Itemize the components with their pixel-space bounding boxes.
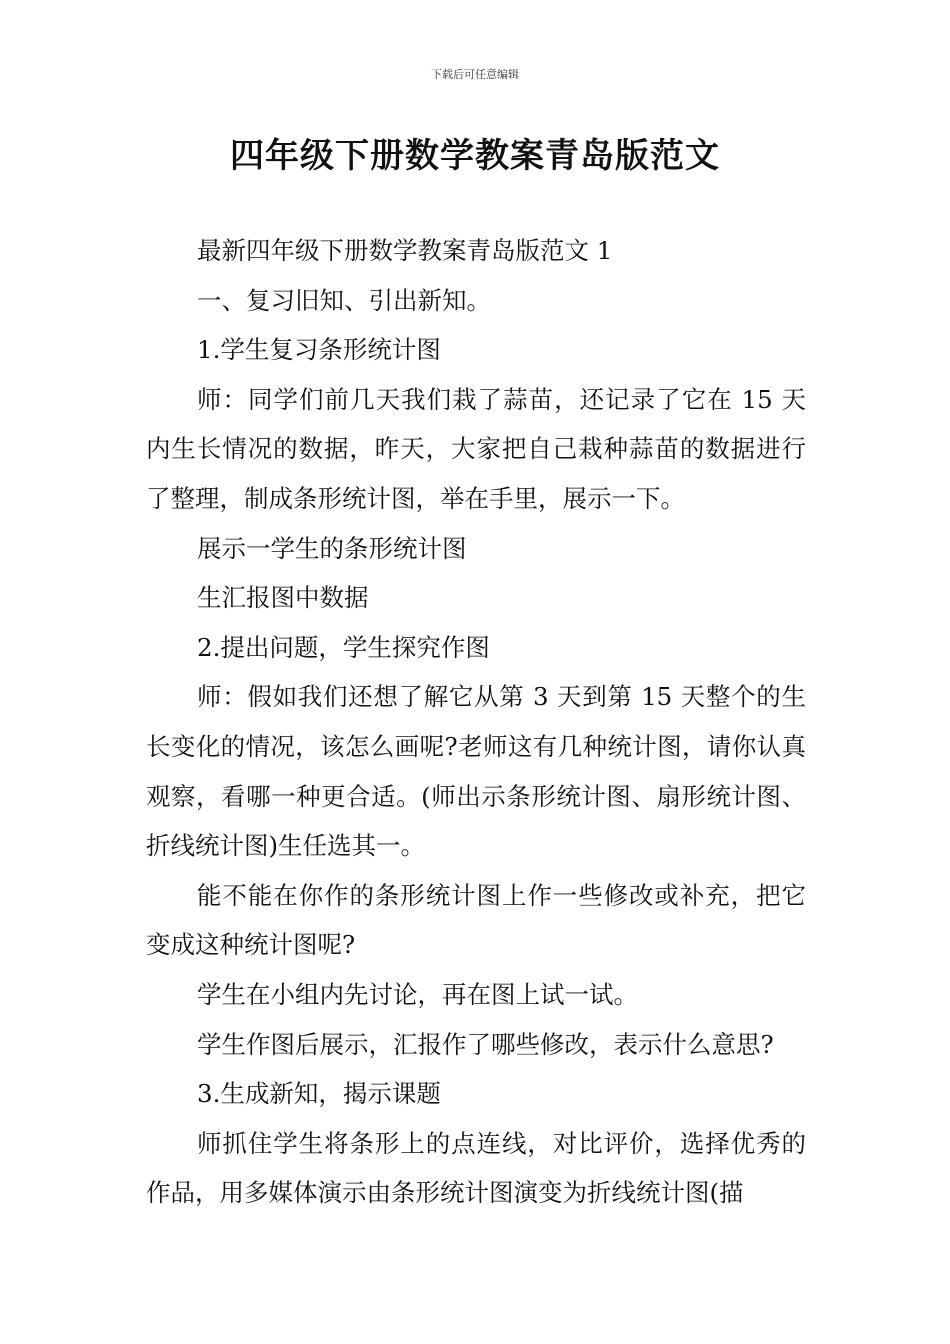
paragraph-question: 能不能在你作的条形统计图上作一些修改或补充，把它变成这种统计图呢? [146, 880, 806, 960]
paragraph-teacher-1: 师：同学们前几天我们栽了蒜苗，还记录了它在 15 天内生长情况的数据，昨天，大家把自己栽种蒜苗的数据进行了整理，制成条形统计图，举在手里，展示一下。 [146, 384, 806, 513]
paragraph-section-1: 一、复习旧知、引出新知。 [197, 285, 491, 315]
paragraph-student-report: 生汇报图中数据 [197, 583, 369, 613]
header-note: 下载后可任意编辑 [431, 68, 519, 81]
paragraph-teacher-3: 师抓住学生将条形上的点连线，对比评价，选择优秀的作品，用多媒体演示由条形统计图演变为折线统计图(描 [146, 1128, 806, 1208]
paragraph-group-discussion: 学生在小组内先讨论，再在图上试一试。 [197, 979, 638, 1009]
paragraph-student-show: 学生作图后展示，汇报作了哪些修改，表示什么意思? [197, 1029, 774, 1059]
paragraph-heading-1: 最新四年级下册数学教案青岛版范文 1 [197, 236, 613, 265]
paragraph-step-3: 3.生成新知，揭示课题 [197, 1079, 441, 1109]
paragraph-show-chart: 展示一学生的条形统计图 [197, 533, 467, 563]
paragraph-step-2: 2.提出问题，学生探究作图 [197, 632, 490, 662]
document-body [146, 226, 806, 1218]
paragraph-step-1: 1.学生复习条形统计图 [197, 335, 441, 365]
document-title: 四年级下册数学教案青岛版范文 [230, 136, 720, 176]
paragraph-teacher-2: 师：假如我们还想了解它从第 3 天到第 15 天整个的生长变化的情况，该怎么画呢?老师这有几种统计图，请你认真观察，看哪一种更合适。(师出示条形统计图、扇形统计图、折线统计图)生任选其一。 [146, 682, 806, 861]
